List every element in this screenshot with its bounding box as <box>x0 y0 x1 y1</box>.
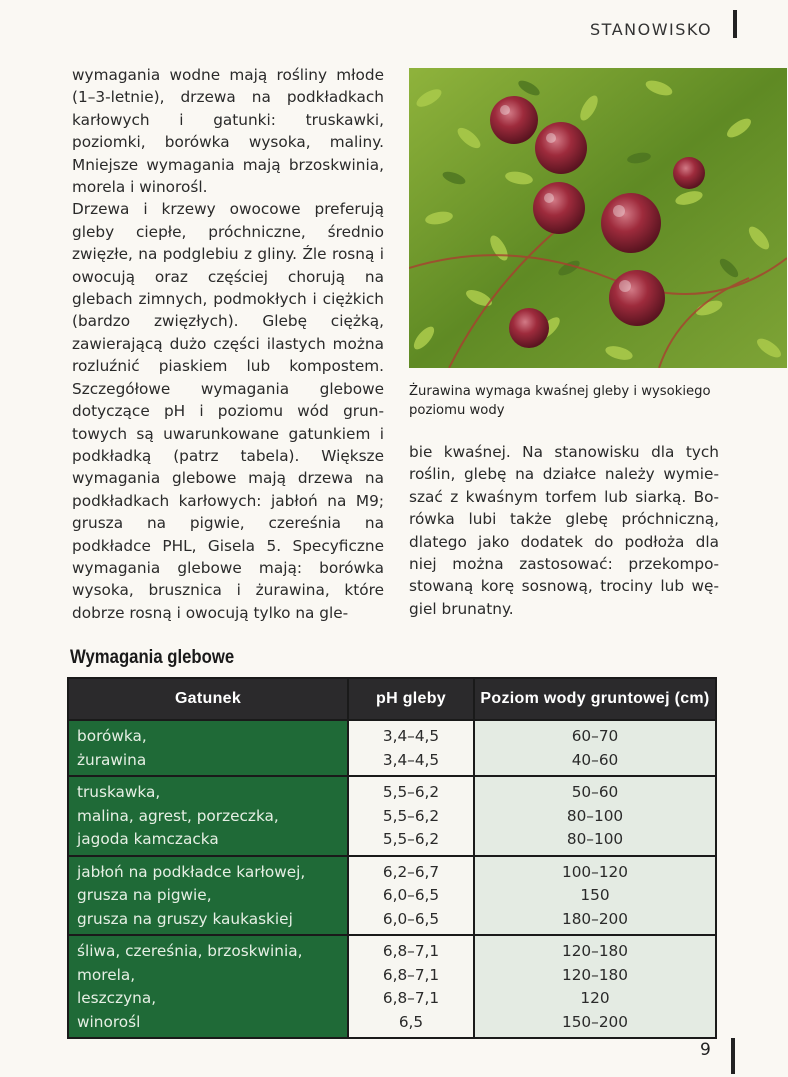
table-row <box>68 720 716 776</box>
paragraph: wymagania wodne mają rośliny młode (1–3-letnie), drzewa na podkładkach karłowych i gatunki: truskawki, poziomki, borówka wysoka, maliny. Mniejsze wymagania mają brzoskwinia, morela i winorośl. <box>72 66 384 197</box>
water-value: 180–200 <box>561 909 629 928</box>
ph-cell <box>348 856 474 936</box>
section-title: STANOWISKO <box>590 20 713 39</box>
water-value: 80–100 <box>566 830 624 848</box>
species-line: jabłoń na podkładce karłowej, <box>77 862 306 881</box>
ph-value: 6,8–7,1 <box>382 965 440 984</box>
paragraph: Drzewa i krzewy owocowe preferują gleby ciepłe, próchniczne, średnio zwięzłe, na podglebiu z gliny. Źle rosną i owocują oraz częściej chorują na glebach zimnych, podmokłych i ciężkich (bardzo zwięzłych). Glebę ciężką, zawierającą dużo części ilastych można rozluźnić piaskiem lub kompostem. Szczegółowe wymagania glebowe dotyczące pH i poziomu wód gruntowych są uwarunkowane gatunkiem i podkładką (patrz tabela). Większe wymagania glebowe mają drzewa na podkładkach karłowych: jabłoń na M9; grusza na pigwie, czereśnia na podkładce PHL, Gisela 5. Specyficzne wymagania glebowe mają: borówka wysoka, brusznica i żurawina, które dobrze rosną i owocują tylko na gle- <box>72 200 384 622</box>
right-text-column <box>409 441 719 620</box>
species-line: leszczyna, <box>77 989 157 1007</box>
water-level-cell <box>474 856 716 936</box>
water-value: 120–180 <box>561 965 629 984</box>
ph-value: 3,4–4,5 <box>382 727 440 745</box>
ph-cell <box>348 720 474 776</box>
species-cell <box>68 720 348 776</box>
water-value: 40–60 <box>571 750 619 769</box>
ph-value: 6,0–6,5 <box>382 886 440 904</box>
water-value: 150–200 <box>561 1012 629 1031</box>
water-value: 120 <box>580 989 610 1007</box>
water-value: 80–100 <box>566 806 624 825</box>
page-marker-bar <box>731 1038 735 1074</box>
species-line: truskawka, <box>77 783 161 801</box>
species-line: jagoda kamczacka <box>77 830 219 848</box>
table-row <box>68 935 716 1038</box>
species-line: borówka, <box>77 727 147 745</box>
water-value: 50–60 <box>571 783 619 801</box>
ph-value: 6,2–6,7 <box>382 862 440 881</box>
ph-value: 5,5–6,2 <box>382 806 440 825</box>
species-line: winorośl <box>77 1012 141 1031</box>
species-line: grusza na gruszy kaukaskiej <box>77 909 293 928</box>
species-cell <box>68 776 348 856</box>
species-cell <box>68 935 348 1038</box>
cranberry-photo <box>409 68 787 368</box>
species-line: żurawina <box>77 750 147 769</box>
ph-cell <box>348 776 474 856</box>
table-row <box>68 856 716 936</box>
column-header-water: Poziom wody gruntowej (cm) <box>474 678 716 720</box>
ph-value: 5,5–6,2 <box>382 830 440 848</box>
species-line: śliwa, czereśnia, brzoskwinia, <box>77 942 303 960</box>
column-header-ph: pH gleby <box>348 678 474 720</box>
water-level-cell <box>474 776 716 856</box>
soil-requirements-table <box>67 677 717 1039</box>
species-line: grusza na pigwie, <box>77 886 212 904</box>
species-cell <box>68 856 348 936</box>
water-value: 120–180 <box>561 942 629 960</box>
paragraph: bie kwaśnej. Na stanowisku dla tych roślin, glebę na działce należy wymieszać z kwaśnym torfem lub siarką. Borówka lubi także glebę próchniczną, dlatego jako dodatek do podłoża dla niej można zastosować: przekompostowaną korę sosnową, trociny lub węgiel brunatny. <box>409 443 719 618</box>
species-line: morela, <box>77 965 136 984</box>
ph-value: 3,4–4,5 <box>382 750 440 769</box>
water-value: 60–70 <box>571 727 619 745</box>
ph-value: 6,8–7,1 <box>382 989 440 1007</box>
ph-cell <box>348 935 474 1038</box>
photo-caption: Żurawina wymaga kwaśnej gleby i wysokiego poziomu wody <box>409 384 711 418</box>
page-number: 9 <box>700 1040 711 1060</box>
ph-value: 6,5 <box>398 1012 424 1031</box>
table-title: Wymagania glebowe <box>70 647 235 668</box>
ph-value: 6,0–6,5 <box>382 909 440 928</box>
left-text-column <box>72 64 384 624</box>
table-row <box>68 776 716 856</box>
ph-value: 6,8–7,1 <box>382 942 440 960</box>
table-header-row <box>68 678 716 720</box>
ph-value: 5,5–6,2 <box>382 783 440 801</box>
water-level-cell <box>474 935 716 1038</box>
water-value: 150 <box>580 886 610 904</box>
water-level-cell <box>474 720 716 776</box>
species-line: malina, agrest, porzeczka, <box>77 806 279 825</box>
section-marker-bar <box>733 10 737 38</box>
column-header-species: Gatunek <box>68 678 348 720</box>
water-value: 100–120 <box>561 862 629 881</box>
